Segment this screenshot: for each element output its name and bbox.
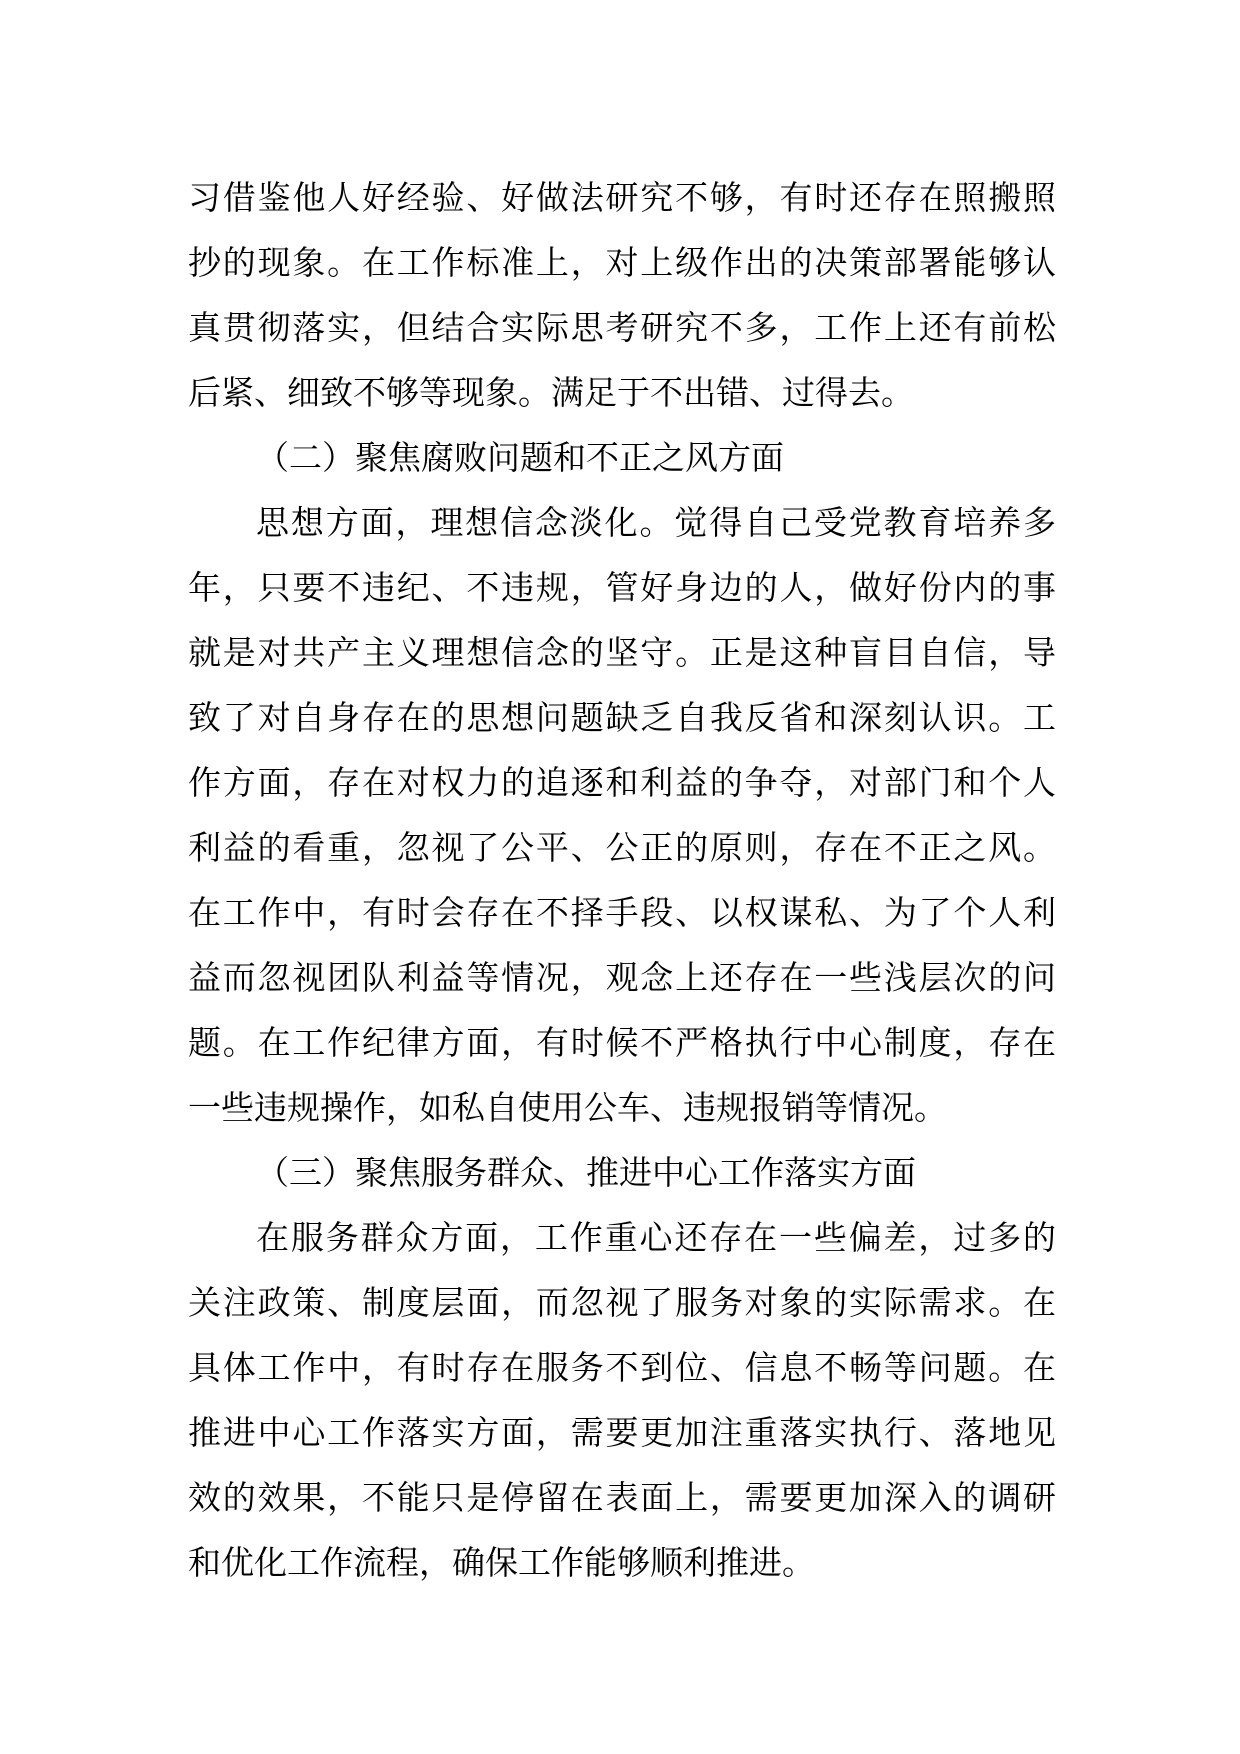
text-line: 一些违规操作，如私自使用公车、违规报销等情况。 [188, 1088, 947, 1127]
text-line: 致了对自身存在的思想问题缺乏自我反省和深刻认识。工 [188, 698, 1056, 737]
text-line: （二）聚焦腐败问题和不正之风方面 [256, 438, 784, 477]
text-line: 推进中心工作落实方面，需要更加注重落实执行、落地见 [188, 1413, 1056, 1452]
text-line: 真贯彻落实，但结合实际思考研究不多，工作上还有前松 [188, 308, 1056, 347]
text-line: 效的效果，不能只是停留在表面上，需要更加深入的调研 [188, 1478, 1056, 1517]
text-line: 抄的现象。在工作标准上，对上级作出的决策部署能够认 [188, 243, 1056, 282]
text-line: （三）聚焦服务群众、推进中心工作落实方面 [256, 1153, 916, 1192]
text-line: 思想方面，理想信念淡化。觉得自己受党教育培养多 [256, 503, 1056, 542]
text-line: 具体工作中，有时存在服务不到位、信息不畅等问题。在 [188, 1348, 1056, 1387]
text-line: 后紧、细致不够等现象。满足于不出错、过得去。 [188, 373, 914, 412]
text-line: 就是对共产主义理想信念的坚守。正是这种盲目自信，导 [188, 633, 1056, 672]
text-line: 和优化工作流程，确保工作能够顺利推进。 [188, 1543, 815, 1582]
text-line: 关注政策、制度层面，而忽视了服务对象的实际需求。在 [188, 1283, 1056, 1322]
text-line: 益而忽视团队利益等情况，观念上还存在一些浅层次的问 [188, 958, 1056, 997]
document-body [188, 165, 1056, 1595]
text-line: 在服务群众方面，工作重心还存在一些偏差，过多的 [256, 1218, 1056, 1257]
text-line: 年，只要不违纪、不违规，管好身边的人，做好份内的事 [188, 568, 1056, 607]
text-line: 在工作中，有时会存在不择手段、以权谋私、为了个人利 [188, 893, 1056, 932]
text-line: 习借鉴他人好经验、好做法研究不够，有时还存在照搬照 [188, 178, 1056, 217]
text-line: 作方面，存在对权力的追逐和利益的争夺，对部门和个人 [188, 763, 1056, 802]
text-line: 利益的看重，忽视了公平、公正的原则，存在不正之风。 [188, 828, 1056, 867]
text-line: 题。在工作纪律方面，有时候不严格执行中心制度，存在 [188, 1023, 1056, 1062]
